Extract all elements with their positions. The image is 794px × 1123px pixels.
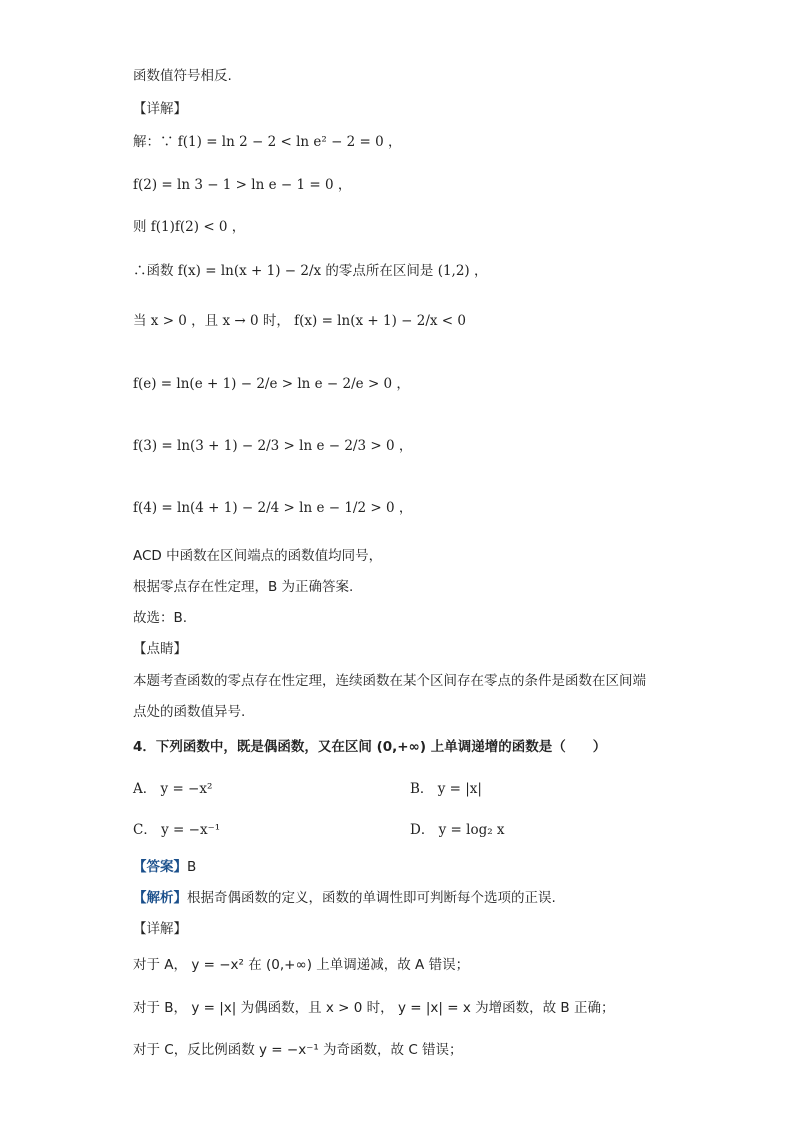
section-heading-detail: 【详解】 xyxy=(133,921,187,937)
text-line: 对于 A， y = −x² 在 (0,+∞) 上单调递减，故 A 错误； xyxy=(133,957,470,973)
equation-line: ∴函数 f(x) = ln(x + 1) − 2/x 的零点所在区间是 (1,2) ， xyxy=(133,263,488,279)
analysis-text: 根据奇偶函数的定义，函数的单调性即可判断每个选项的正误. xyxy=(187,890,556,906)
analysis-line xyxy=(133,889,556,907)
text-line: ACD 中函数在区间端点的函数值均同号， xyxy=(133,548,383,564)
equation-line: f(3) = ln(3 + 1) − 2/3 > ln e − 2/3 > 0 ， xyxy=(133,438,413,454)
section-heading-comment: 【点睛】 xyxy=(133,641,187,657)
equation-line: f(2) = ln 3 − 1 > ln e − 1 = 0 ， xyxy=(133,177,352,193)
text-line: 故选：B. xyxy=(133,610,188,626)
option-b: B． y = |x| xyxy=(410,781,482,797)
option-d: D． y = log₂ x xyxy=(410,822,505,838)
answer-tag: 【答案】 xyxy=(133,859,187,875)
equation-line: 当 x > 0 ，且 x → 0 时， f(x) = ln(x + 1) − 2/x < 0 xyxy=(133,313,466,329)
text-line: 对于 B， y = |x| 为偶函数，且 x > 0 时， y = |x| = x 为增函数，故 B 正确； xyxy=(133,1000,615,1016)
equation-line: f(e) = ln(e + 1) − 2/e > ln e − 2/e > 0 ， xyxy=(133,376,410,392)
section-heading-detail: 【详解】 xyxy=(133,101,187,117)
text-line: 根据零点存在性定理，B 为正确答案. xyxy=(133,579,354,595)
question-4: 4．下列函数中，既是偶函数，又在区间 (0,+∞) 上单调递增的函数是（ ） xyxy=(133,739,607,755)
equation-line: f(4) = ln(4 + 1) − 2/4 > ln e − 1/2 > 0 ， xyxy=(133,500,413,516)
answer-line xyxy=(133,858,196,876)
analysis-tag: 【解析】 xyxy=(133,890,187,906)
option-a: A． y = −x² xyxy=(133,781,213,797)
text-line: 点处的函数值异号. xyxy=(133,704,246,720)
equation-line: 解：∵ f(1) = ln 2 − 2 < ln e² − 2 = 0 ， xyxy=(133,134,402,150)
text-line: 函数值符号相反. xyxy=(133,68,232,84)
answer-value: B xyxy=(187,859,197,875)
option-c: C． y = −x⁻¹ xyxy=(133,822,221,838)
text-line: 本题考查函数的零点存在性定理，连续函数在某个区间存在零点的条件是函数在区间端 xyxy=(133,673,646,689)
text-line: 对于 C，反比例函数 y = −x⁻¹ 为奇函数，故 C 错误； xyxy=(133,1042,463,1058)
equation-line: 则 f(1)f(2) < 0 ， xyxy=(133,219,246,235)
